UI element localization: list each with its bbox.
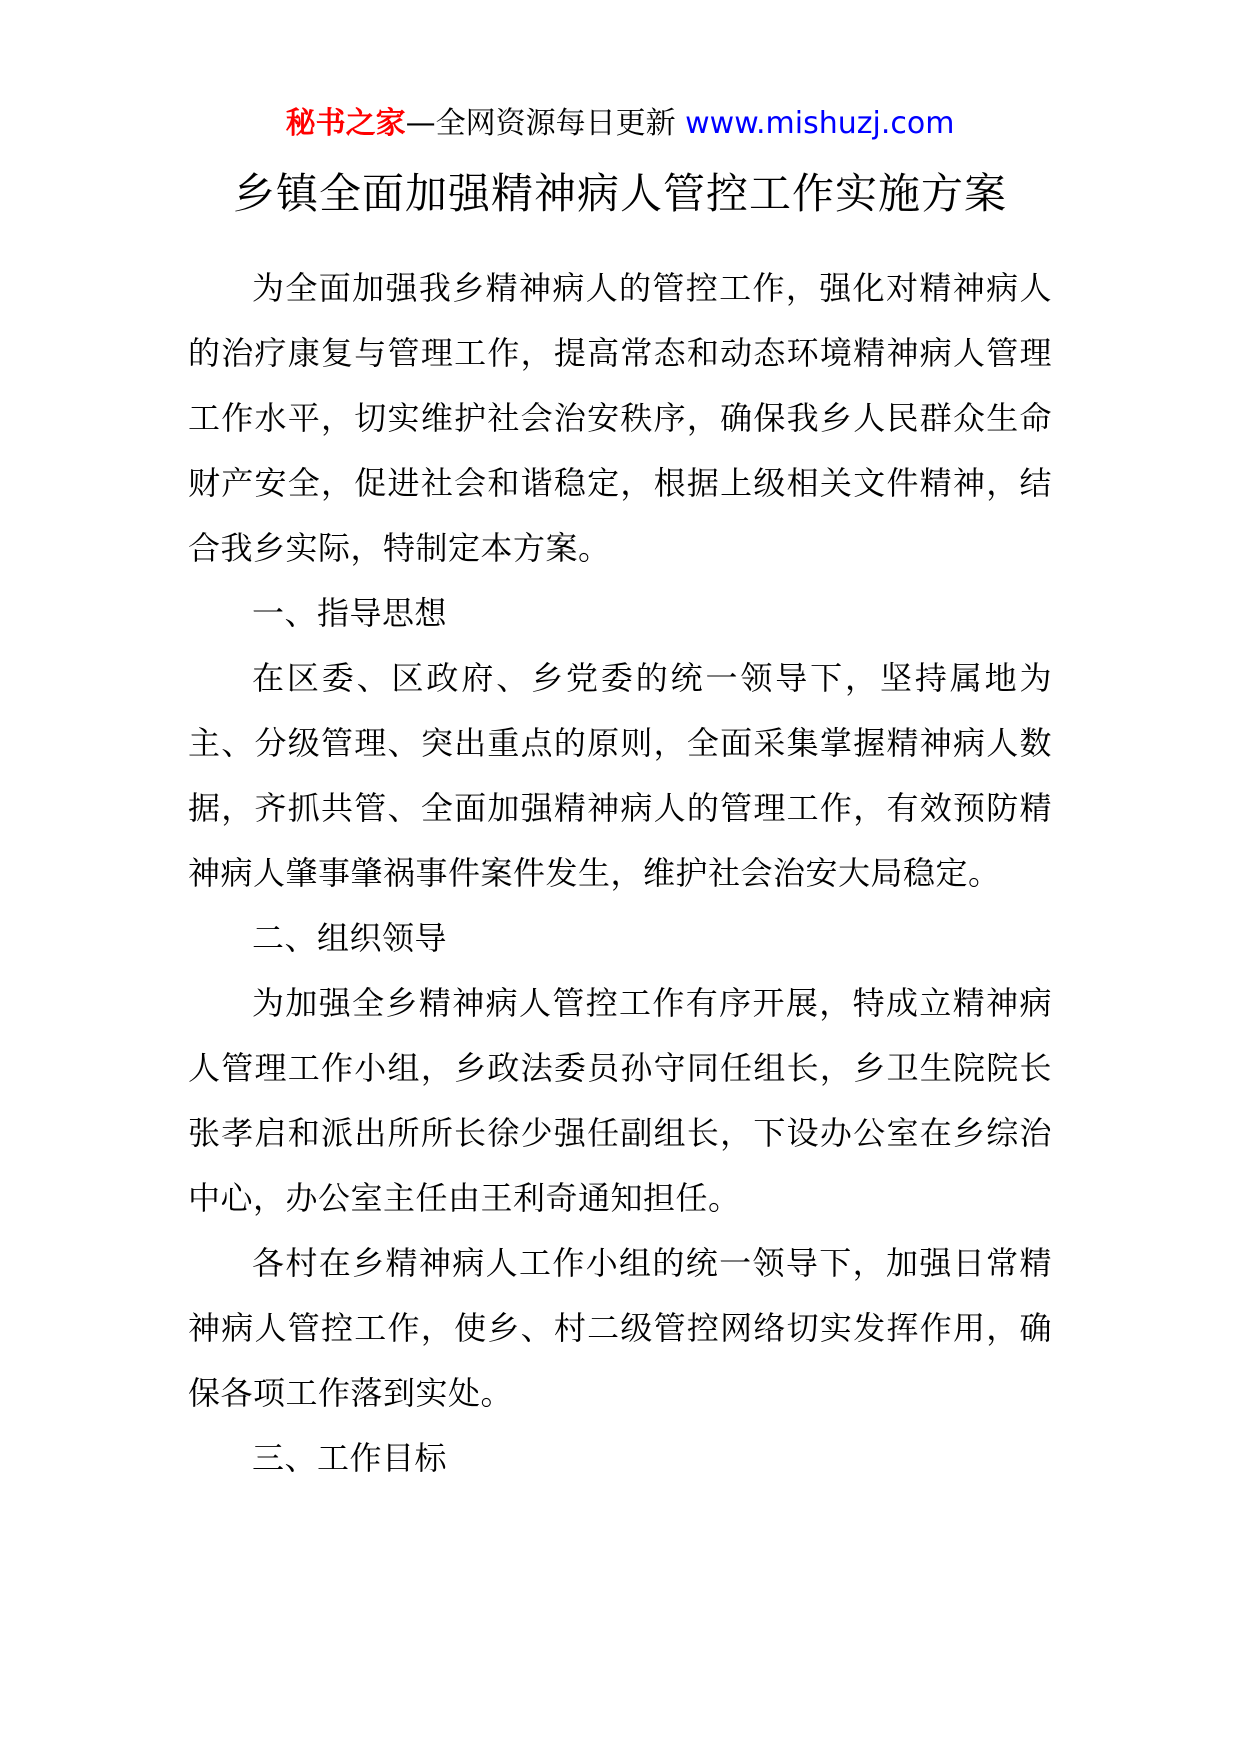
section-heading-work-goals: 三、工作目标 bbox=[252, 1439, 448, 1477]
intro-paragraph: 为全面加强我乡精神病人的管控工作，强化对精神病人的治疗康复与管理工作，提高常态和动态环境精神病人管理工作水平，切实维护社会治安秩序，确保我乡人民群众生命财产安全，促进社会和谐稳定，根据上级相关文件精神，结合我乡实际，特制定本方案。 bbox=[188, 269, 1052, 567]
site-header bbox=[0, 102, 1240, 146]
organization-paragraph-2: 各村在乡精神病人工作小组的统一领导下，加强日常精神病人管控工作，使乡、村二级管控网络切实发挥作用，确保各项工作落到实处。 bbox=[188, 1244, 1052, 1412]
organization-paragraph-1: 为加强全乡精神病人管控工作有序开展，特成立精神病人管理工作小组，乡政法委员孙守同任组长，乡卫生院院长张孝启和派出所所长徐少强任副组长，下设办公室在乡综治中心，办公室主任由王利奇通知担任。 bbox=[188, 984, 1052, 1217]
guiding-ideology-paragraph: 在区委、区政府、乡党委的统一领导下，坚持属地为主、分级管理、突出重点的原则，全面采集掌握精神病人数据，齐抓共管、全面加强精神病人的管理工作，有效预防精神病人肇事肇祸事件案件发生，维护社会治安大局稳定。 bbox=[188, 659, 1052, 892]
site-brand: 秘书之家 bbox=[285, 106, 406, 141]
site-slogan: —全网资源每日更新 bbox=[405, 106, 686, 141]
document-title: 乡镇全面加强精神病人管控工作实施方案 bbox=[232, 169, 1007, 218]
section-heading-guiding-ideology: 一、指导思想 bbox=[252, 594, 448, 632]
section-heading-organization: 二、组织领导 bbox=[252, 919, 448, 957]
site-url[interactable]: www.mishuzj.com bbox=[685, 106, 955, 141]
document-body bbox=[188, 256, 1052, 1491]
